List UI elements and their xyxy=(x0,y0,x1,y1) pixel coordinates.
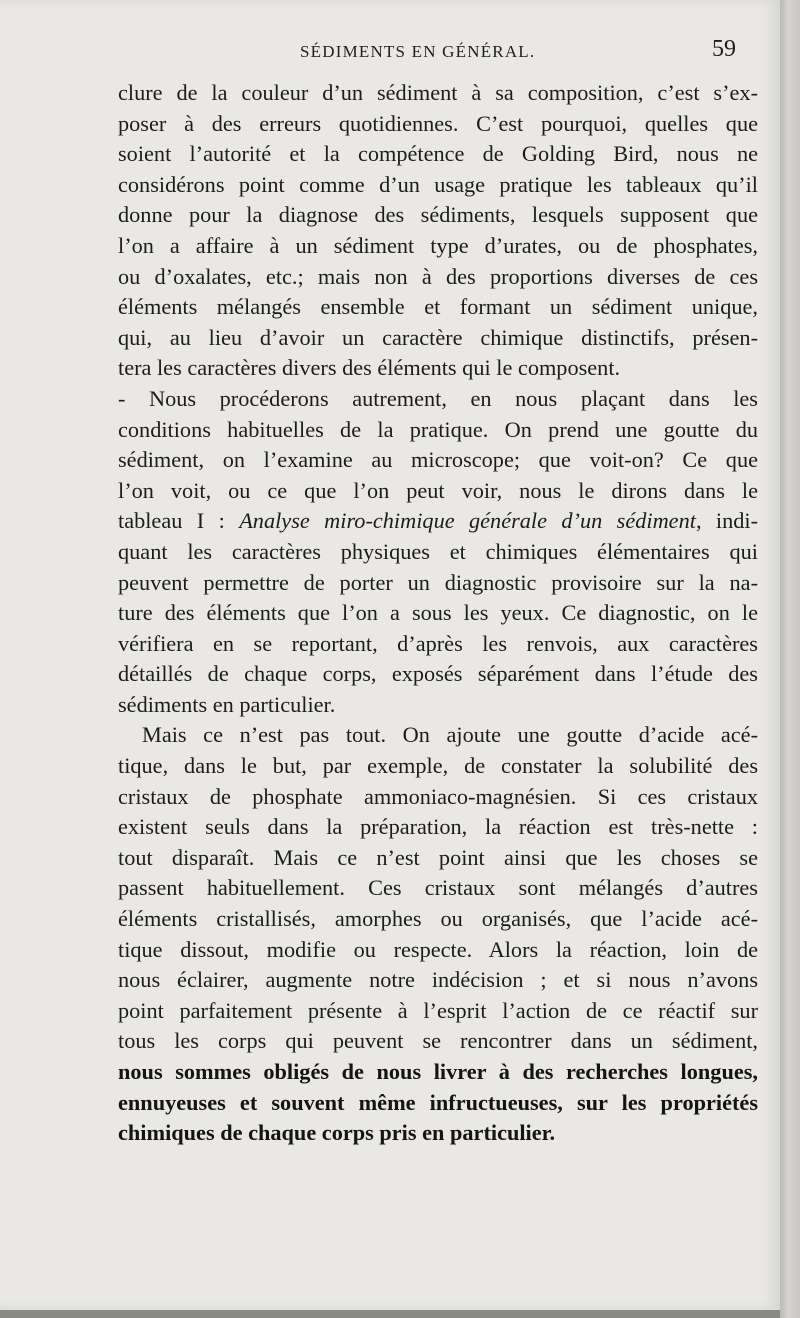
text-line: tique, dans le but, par exemple, de constater la solubilité des xyxy=(118,753,758,779)
text-line: conditions habituelles de la pratique. On prend une goutte du xyxy=(118,416,758,442)
text-line: nous sommes obligés de nous livrer à des recherches longues, xyxy=(118,1059,758,1084)
text-line: cristaux de phosphate ammoniaco-magnésien. Si ces cristaux xyxy=(118,783,758,809)
text-line: vérifiera en se reportant, d’après les renvois, aux caractères xyxy=(118,630,758,656)
text-line: tous les corps qui peuvent se rencontrer dans un sédiment, xyxy=(118,1028,758,1054)
text-line: ou d’oxalates, etc.; mais non à des proportions diverses de ces xyxy=(118,263,758,289)
text-line: poser à des erreurs quotidiennes. C’est pourquoi, quelles que xyxy=(118,110,758,136)
text-line: peuvent permettre de porter un diagnostic provisoire sur la na- xyxy=(118,569,758,595)
text-line: existent seuls dans la préparation, la réaction est très-nette : xyxy=(118,814,758,840)
text-line: qui, au lieu d’avoir un caractère chimique distinctifs, présen- xyxy=(118,324,758,350)
text-line: ennuyeuses et souvent même infructueuses, sur les propriétés xyxy=(118,1089,758,1115)
page-header xyxy=(0,36,780,76)
text-line: quant les caractères physiques et chimiques élémentaires qui xyxy=(118,538,758,564)
running-head: SÉDIMENTS EN GÉNÉRAL. xyxy=(300,42,536,61)
text-line: tique dissout, modifie ou respecte. Alors la réaction, loin de xyxy=(118,936,758,962)
text-line: sédiments en particulier. xyxy=(118,691,336,717)
text-line: éléments mélangés ensemble et formant un sédiment unique, xyxy=(118,294,758,320)
text-line: point parfaitement présente à l’esprit l’action de ce réactif sur xyxy=(118,997,758,1023)
text-line: chimiques de chaque corps pris en particulier. xyxy=(118,1120,556,1146)
text-line: l’on a affaire à un sédiment type d’urates, ou de phosphates, xyxy=(118,232,758,258)
text-line: nous éclairer, augmente notre indécision ; et si nous n’avons xyxy=(118,967,758,993)
text-line: considérons point comme d’un usage pratique les tableaux qu’il xyxy=(118,171,758,197)
text-line: l’on voit, ou ce que l’on peut voir, nous le dirons dans le xyxy=(118,477,758,503)
text-line: passent habituellement. Ces cristaux sont mélangés d’autres xyxy=(118,875,758,901)
text-line: - Nous procéderons autrement, en nous plaçant dans les xyxy=(118,385,758,411)
text-segment: tableau I : xyxy=(118,508,240,534)
text-line: donne pour la diagnose des sédiments, lesquels supposent que xyxy=(118,202,758,228)
text-line: Mais ce n’est pas tout. On ajoute une goutte d’acide acé- xyxy=(142,722,758,748)
text-line: soient l’autorité et la compétence de Golding Bird, nous ne xyxy=(118,141,758,167)
page-number: 59 xyxy=(712,36,736,62)
text-line: clure de la couleur d’un sédiment à sa composition, c’est s’ex- xyxy=(118,80,758,105)
text-segment: , indi- xyxy=(695,508,759,534)
page-edge xyxy=(780,0,800,1318)
text-line: tera les caractères divers des éléments qui le composent. xyxy=(118,355,621,381)
text-line: détaillés de chaque corps, exposés séparément dans l’étude des xyxy=(118,661,758,687)
text-line-with-italic xyxy=(118,506,758,537)
body-text xyxy=(118,78,758,1149)
text-line: ture des éléments que l’on a sous les yeux. Ce diagnostic, on le xyxy=(118,600,758,626)
table-title-italic: Analyse miro-chimique générale d’un sédiment xyxy=(239,508,696,534)
text-line: éléments cristallisés, amorphes ou organisés, que l’acide acé- xyxy=(118,906,758,932)
text-line: tout disparaît. Mais ce n’est point ainsi que les choses se xyxy=(118,844,758,870)
text-line: sédiment, on l’examine au microscope; que voit-on? Ce que xyxy=(118,447,758,473)
